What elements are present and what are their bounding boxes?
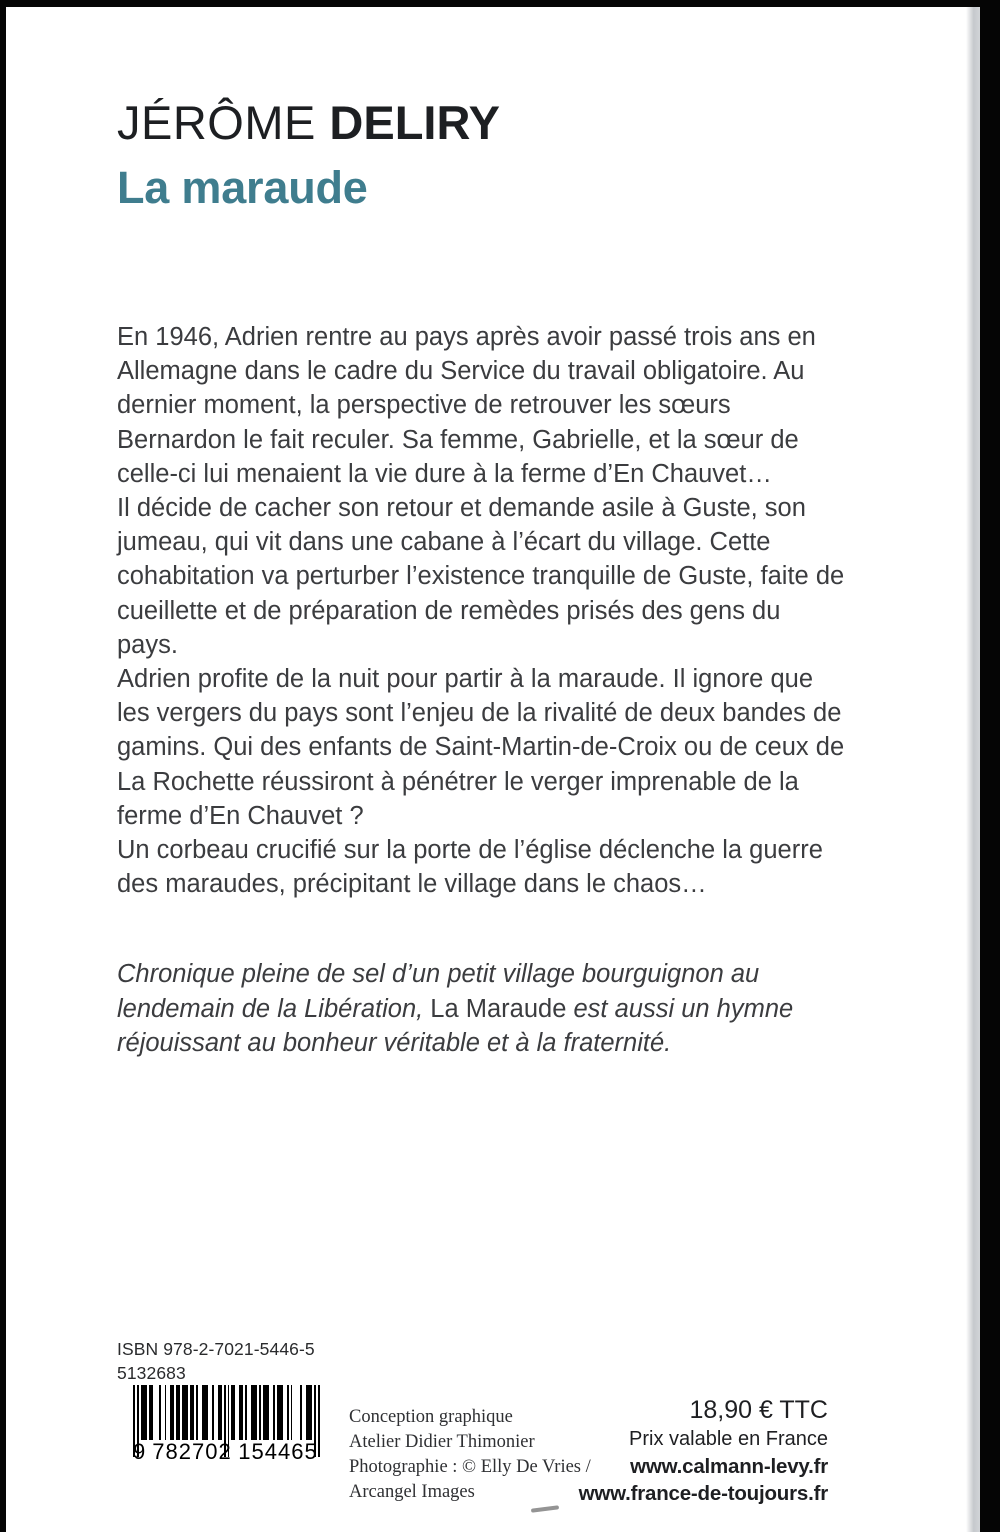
- ean13-barcode: [133, 1385, 321, 1480]
- barcode-digits: [133, 1439, 321, 1465]
- author-family-name: DELIRY: [329, 96, 501, 149]
- collection-url[interactable]: www.france-de-toujours.fr: [578, 1482, 828, 1505]
- blurb-paragraph: En 1946, Adrien rentre au pays après avoir passé trois ans en Allemagne dans le cadre du Service du travail obligatoire. Au dernier moment, la perspective de retrouver les sœurs Bernardon le fait reculer. Sa femme, Gabrielle, et la sœur de celle-ci lui menaient la vie dure à la ferme d’En Chauvet…: [117, 323, 816, 488]
- barcode-digit-group-1: 9: [133, 1439, 147, 1464]
- cover-header: [117, 96, 501, 213]
- tagline-part-two: est aussi un hymne réjouissant au bonheur véritable et à la fraternité.: [117, 994, 794, 1057]
- page-edge-shading: [966, 7, 980, 1532]
- publisher-url[interactable]: www.calmann-levy.fr: [630, 1455, 828, 1478]
- price-block: [579, 1395, 828, 1507]
- credit-line: Arcangel Images: [349, 1482, 475, 1502]
- blurb-paragraph: Un corbeau crucifié sur la porte de l’église déclenche la guerre des maraudes, précipitant le village dans le chaos…: [117, 836, 823, 899]
- blurb-paragraph: Il décide de cacher son retour et demande asile à Guste, son jumeau, qui vit dans une cabane à l’écart du village. Cette cohabitation va perturber l’existence tranquille de Guste, faite de cueillette et de préparation de remèdes prisés des gens du pays.: [117, 494, 845, 659]
- price-amount: 18,90 € TTC: [689, 1396, 828, 1424]
- credit-line: Photographie : © Elly De Vries /: [349, 1457, 591, 1477]
- barcode-digit-group-3: 154465: [238, 1439, 318, 1464]
- barcode-digit-group-2: 782702: [152, 1439, 232, 1464]
- author-name: [117, 96, 501, 149]
- credit-line: Atelier Didier Thimonier: [349, 1432, 535, 1452]
- credit-line: Conception graphique: [349, 1407, 513, 1427]
- blurb-paragraph: Adrien profite de la nuit pour partir à la maraude. Il ignore que les vergers du pays sont l’enjeu de la rivalité de deux bandes de gamins. Qui des enfants de Saint-Martin-de-Croix ou de ceux de La Rochette réussiront à pénétrer le verger imprenable de la ferme d’En Chauvet ?: [117, 665, 845, 830]
- isbn-number: ISBN 978-2-7021-5446-5: [117, 1339, 315, 1359]
- design-credits: [349, 1405, 591, 1505]
- tagline-part-one: Chronique pleine de sel d’un petit village bourguignon au lendemain de la Libération,: [117, 960, 760, 1023]
- back-cover-blurb: [117, 320, 847, 901]
- promotional-tagline: [117, 957, 847, 1061]
- author-given-name: JÉRÔME: [117, 96, 316, 149]
- isbn-block: [117, 1337, 315, 1385]
- book-title: La maraude: [117, 162, 368, 213]
- tagline-work-title: La Maraude: [430, 994, 567, 1023]
- book-back-cover: [6, 7, 980, 1532]
- price-validity-note: Prix valable en France: [629, 1428, 828, 1450]
- internal-code: 5132683: [117, 1363, 186, 1383]
